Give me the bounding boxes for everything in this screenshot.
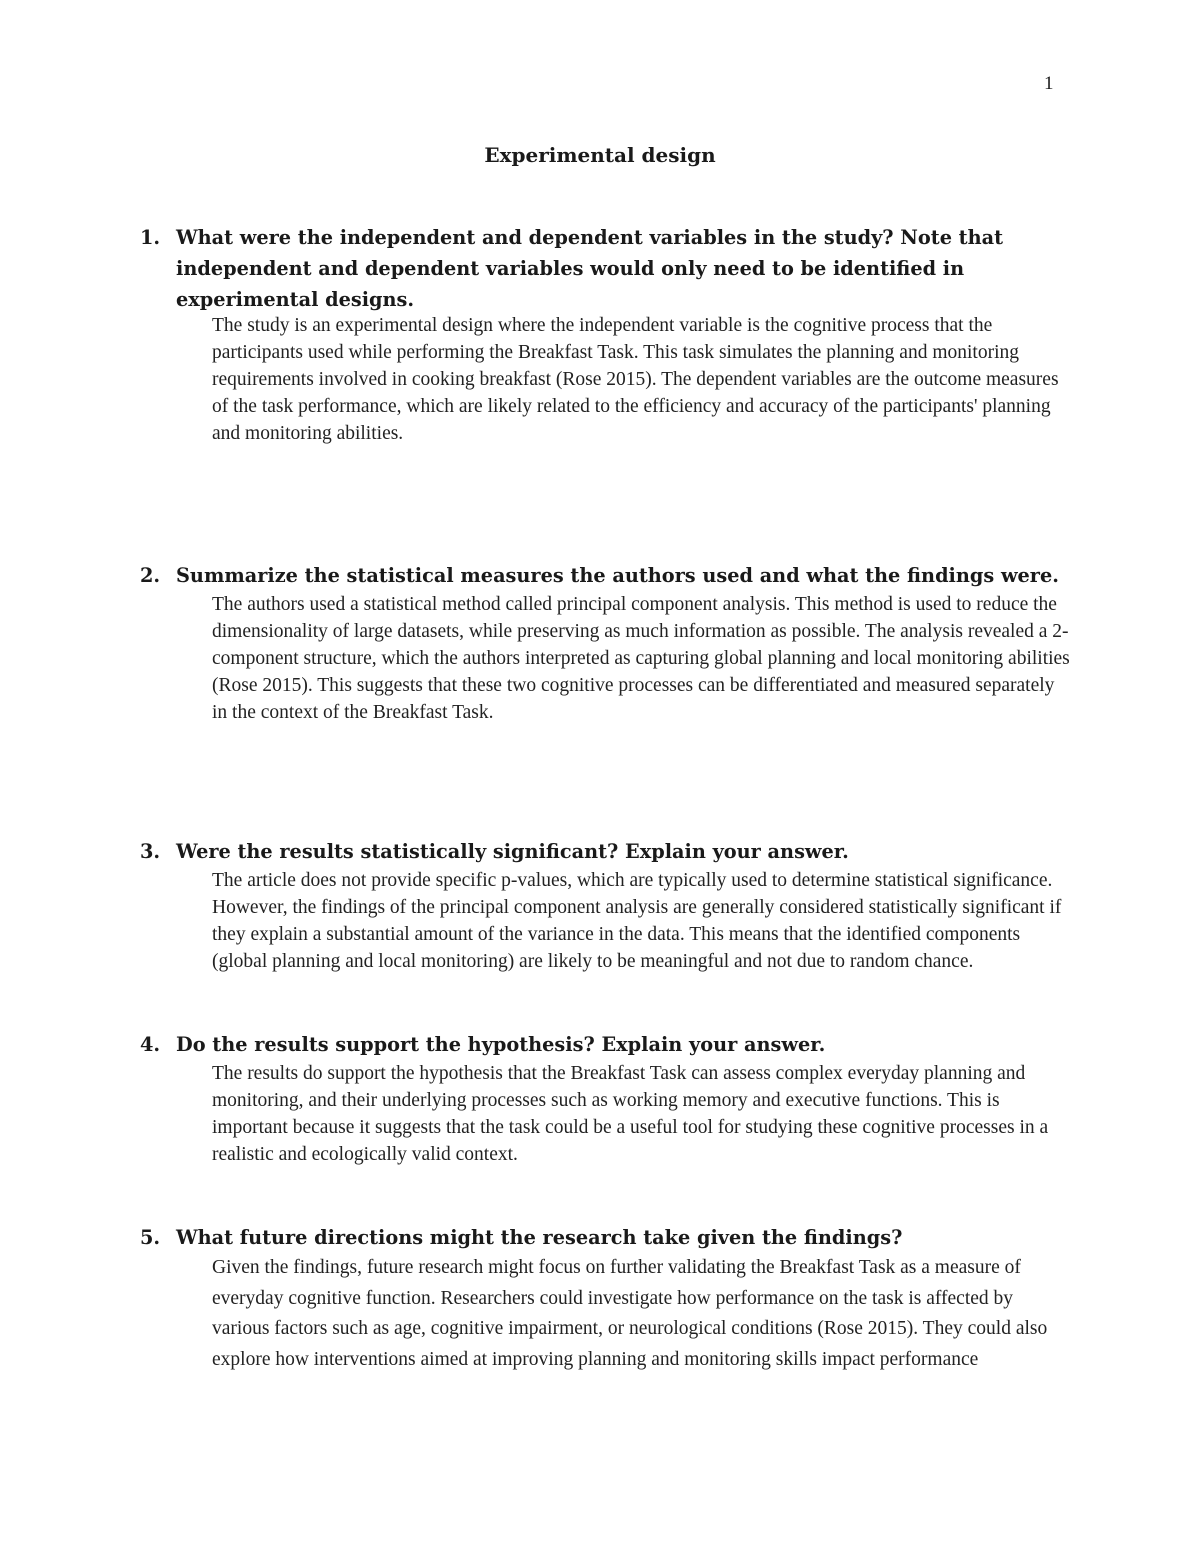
question-4 [140,1029,1070,1168]
question-prompt: What were the independent and dependent variables in the study? Note that independent and dependent variables would only need to be identified in experimental designs. [176,226,1003,311]
question-3 [140,836,1070,975]
answer-paragraph: The article does not provide specific p-values, which are typically used to determine statistical significance. However, the findings of the principal component analysis are generally considered statistically significant if they explain a substantial amount of the variance in the data. This means that the identified components (global planning and local monitoring) are likely to be meaningful and not due to random chance. [212,870,1062,972]
question-number: 5. [140,1226,161,1249]
question-2 [140,560,1070,726]
question-5 [140,1222,1070,1375]
question-1 [140,222,1070,447]
question-heading [140,222,1070,315]
question-heading [140,836,1070,867]
answer-paragraph: The authors used a statistical method called principal component analysis. This method is used to reduce the dimensionality of large datasets, while preserving as much information as possible. The analysis revealed a 2-component structure, which the authors interpreted as capturing global planning and local monitoring abilities (Rose 2015). This suggests that these two cognitive processes can be differentiated and measured separately in the context of the Breakfast Task. [212,594,1070,723]
question-number: 3. [140,840,161,863]
answer-paragraph: The study is an experimental design where the independent variable is the cognitive process that the participants used while performing the Breakfast Task. This task simulates the planning and monitoring requirements involved in cooking breakfast (Rose 2015). The dependent variables are the outcome measures of the task performance, which are likely related to the efficiency and accuracy of the participants' planning and monitoring abilities. [212,315,1059,444]
question-number: 2. [140,564,161,587]
answer-paragraph: Given the findings, future research might focus on further validating the Breakfast Task as a measure of everyday cognitive function. Researchers could investigate how performance on the task is affected by various factors such as age, cognitive impairment, or neurological conditions (Rose 2015). They could also explore how interventions aimed at improving planning and monitoring skills impact performance [212,1257,1048,1370]
question-number: 1. [140,226,161,249]
page-number: 1 [1044,73,1054,94]
answer-paragraph: The results do support the hypothesis that the Breakfast Task can assess complex everyday planning and monitoring, and their underlying processes such as working memory and executive functions. This is important because it suggests that the task could be a useful tool for studying these cognitive processes in a realistic and ecologically valid context. [212,1063,1049,1165]
question-heading [140,1222,1070,1253]
question-prompt: What future directions might the research take given the findings? [176,1226,903,1249]
question-prompt: Were the results statistically significant? Explain your answer. [176,840,849,863]
question-heading [140,560,1070,591]
page-title: Experimental design [484,143,716,167]
question-heading [140,1029,1070,1060]
question-prompt: Summarize the statistical measures the authors used and what the findings were. [176,564,1059,587]
question-prompt: Do the results support the hypothesis? Explain your answer. [176,1033,826,1056]
question-number: 4. [140,1033,161,1056]
